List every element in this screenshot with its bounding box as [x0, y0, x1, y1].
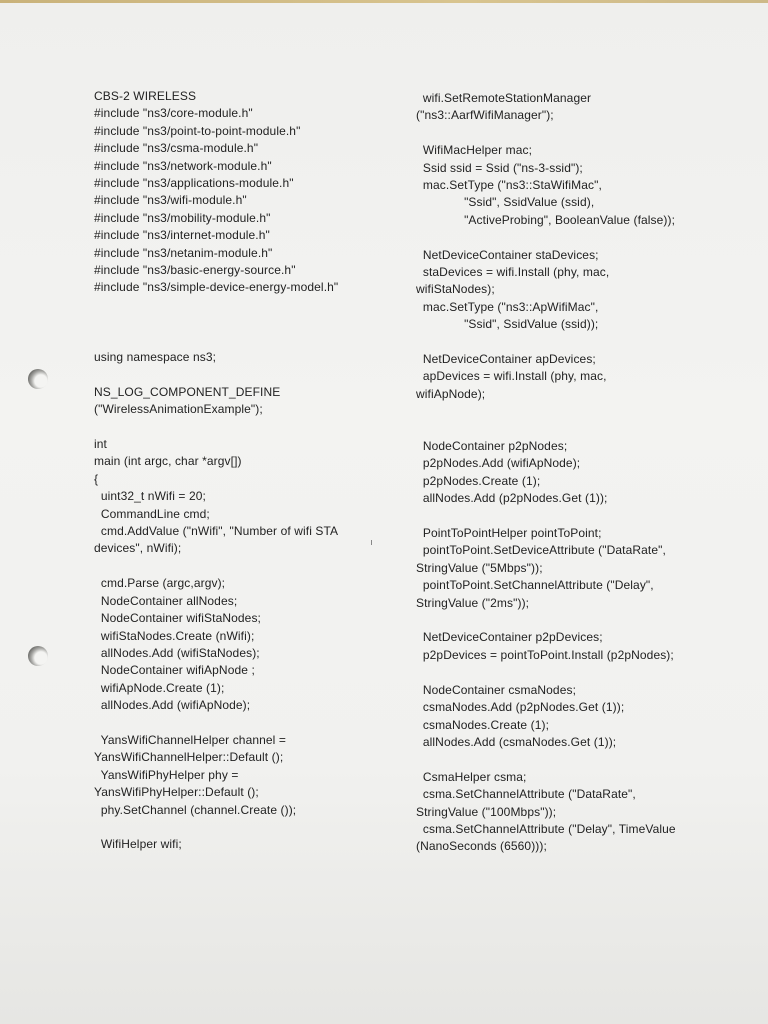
code-line: #include "ns3/applications-module.h"	[94, 176, 294, 191]
code-line: YansWifiPhyHelper::Default ();	[94, 785, 259, 800]
code-line: StringValue ("5Mbps"));	[416, 560, 543, 575]
code-line: uint32_t nWifi = 20;	[94, 489, 206, 504]
code-line: WifiHelper wifi;	[94, 837, 182, 852]
code-line: NodeContainer csmaNodes;	[416, 682, 577, 697]
code-line	[94, 715, 404, 732]
code-line: #include "ns3/simple-device-energy-model.h"	[94, 280, 339, 295]
code-line: "ActiveProbing", BooleanValue (false));	[416, 212, 676, 227]
code-line: wifiStaNodes);	[416, 282, 495, 297]
code-line	[94, 366, 404, 383]
code-line: wifi.SetRemoteStationManager	[416, 91, 592, 105]
code-line: #include "ns3/mobility-module.h"	[94, 210, 271, 225]
code-line: #include "ns3/netanim-module.h"	[94, 245, 273, 260]
code-line: ("WirelessAnimationExample");	[94, 402, 263, 417]
code-line: wifiApNode.Create (1);	[94, 680, 225, 695]
code-line: "Ssid", SsidValue (ssid));	[416, 317, 599, 332]
code-line: p2pNodes.Add (wifiApNode);	[416, 456, 581, 471]
code-line: int	[94, 437, 107, 452]
code-line: allNodes.Add (wifiApNode);	[94, 698, 251, 713]
code-line: #include "ns3/csma-module.h"	[94, 141, 259, 156]
code-line: pointToPoint.SetChannelAttribute ("Delay",	[416, 578, 654, 593]
code-line: staDevices = wifi.Install (phy, mac,	[416, 265, 610, 280]
code-line: YansWifiPhyHelper phy =	[94, 767, 239, 782]
code-line: wifiStaNodes.Create (nWifi);	[94, 628, 255, 643]
code-line: #include "ns3/core-module.h"	[94, 106, 253, 121]
top-edge-shadow	[0, 0, 768, 3]
code-line	[416, 334, 736, 351]
code-line: PointToPointHelper pointToPoint;	[416, 526, 602, 541]
code-line: (NanoSeconds (6560)));	[416, 839, 547, 854]
code-line: NetDeviceContainer apDevices;	[416, 352, 596, 367]
punch-hole-bottom	[28, 646, 48, 666]
code-line	[94, 558, 404, 575]
code-line: StringValue ("100Mbps"));	[416, 804, 557, 819]
code-line: WifiMacHelper mac;	[416, 143, 533, 158]
code-line	[416, 125, 736, 142]
code-line: NetDeviceContainer staDevices;	[416, 247, 599, 262]
code-line: #include "ns3/basic-energy-source.h"	[94, 263, 296, 278]
code-line: devices", nWifi);	[94, 541, 182, 556]
code-line	[416, 664, 736, 681]
code-line	[94, 819, 404, 836]
code-line: wifiApNode);	[416, 386, 486, 401]
code-line: CommandLine cmd;	[94, 506, 210, 521]
code-line: allNodes.Add (p2pNodes.Get (1));	[416, 491, 608, 506]
code-line: csma.SetChannelAttribute ("Delay", TimeValue	[416, 821, 676, 836]
code-line: ("ns3::AarfWifiManager");	[416, 108, 554, 123]
code-line	[94, 332, 404, 349]
code-column-right	[416, 90, 736, 856]
code-line: cmd.Parse (argc,argv);	[94, 576, 226, 591]
code-line: NetDeviceContainer p2pDevices;	[416, 630, 603, 645]
code-line	[416, 751, 736, 768]
code-column-left	[94, 88, 404, 854]
code-line: CsmaHelper csma;	[416, 769, 527, 784]
code-line: YansWifiChannelHelper channel =	[94, 732, 286, 747]
code-line: YansWifiChannelHelper::Default ();	[94, 750, 284, 765]
code-line: allNodes.Add (wifiStaNodes);	[94, 645, 260, 660]
code-line	[94, 314, 404, 331]
code-line	[416, 421, 736, 438]
code-line: phy.SetChannel (channel.Create ());	[94, 802, 297, 817]
code-line: p2pNodes.Create (1);	[416, 473, 541, 488]
code-line: allNodes.Add (csmaNodes.Get (1));	[416, 734, 617, 749]
code-line: main (int argc, char *argv[])	[94, 454, 242, 469]
code-line: NodeContainer wifiStaNodes;	[94, 611, 261, 626]
code-line: {	[94, 471, 99, 486]
code-line: pointToPoint.SetDeviceAttribute ("DataRate",	[416, 543, 666, 558]
code-line: mac.SetType ("ns3::StaWifiMac",	[416, 178, 602, 193]
code-line: using namespace ns3;	[94, 350, 217, 365]
code-line: csmaNodes.Add (p2pNodes.Get (1));	[416, 700, 625, 715]
code-line: mac.SetType ("ns3::ApWifiMac",	[416, 299, 599, 314]
code-line	[416, 229, 736, 246]
code-line: #include "ns3/point-to-point-module.h"	[94, 123, 301, 138]
code-line: CBS-2 WIRELESS	[94, 89, 197, 103]
code-line	[416, 508, 736, 525]
code-line	[416, 403, 736, 420]
code-line: cmd.AddValue ("nWifi", "Number of wifi STA	[94, 524, 339, 539]
code-line: #include "ns3/internet-module.h"	[94, 228, 270, 243]
code-line: StringValue ("2ms"));	[416, 595, 530, 610]
punch-hole-top	[28, 369, 48, 389]
code-line: csma.SetChannelAttribute ("DataRate",	[416, 787, 636, 802]
code-line: NS_LOG_COMPONENT_DEFINE	[94, 384, 281, 399]
code-line: Ssid ssid = Ssid ("ns-3-ssid");	[416, 160, 583, 175]
code-line	[416, 612, 736, 629]
code-line	[94, 297, 404, 314]
code-line: csmaNodes.Create (1);	[416, 717, 550, 732]
code-line: #include "ns3/network-module.h"	[94, 158, 272, 173]
code-line: NodeContainer wifiApNode ;	[94, 663, 255, 678]
code-line: apDevices = wifi.Install (phy, mac,	[416, 369, 607, 384]
code-line: "Ssid", SsidValue (ssid),	[416, 195, 595, 210]
code-line: NodeContainer p2pNodes;	[416, 439, 568, 454]
code-line: #include "ns3/wifi-module.h"	[94, 193, 247, 208]
code-line: NodeContainer allNodes;	[94, 593, 238, 608]
code-line	[94, 419, 404, 436]
code-line: p2pDevices = pointToPoint.Install (p2pNodes);	[416, 647, 674, 662]
